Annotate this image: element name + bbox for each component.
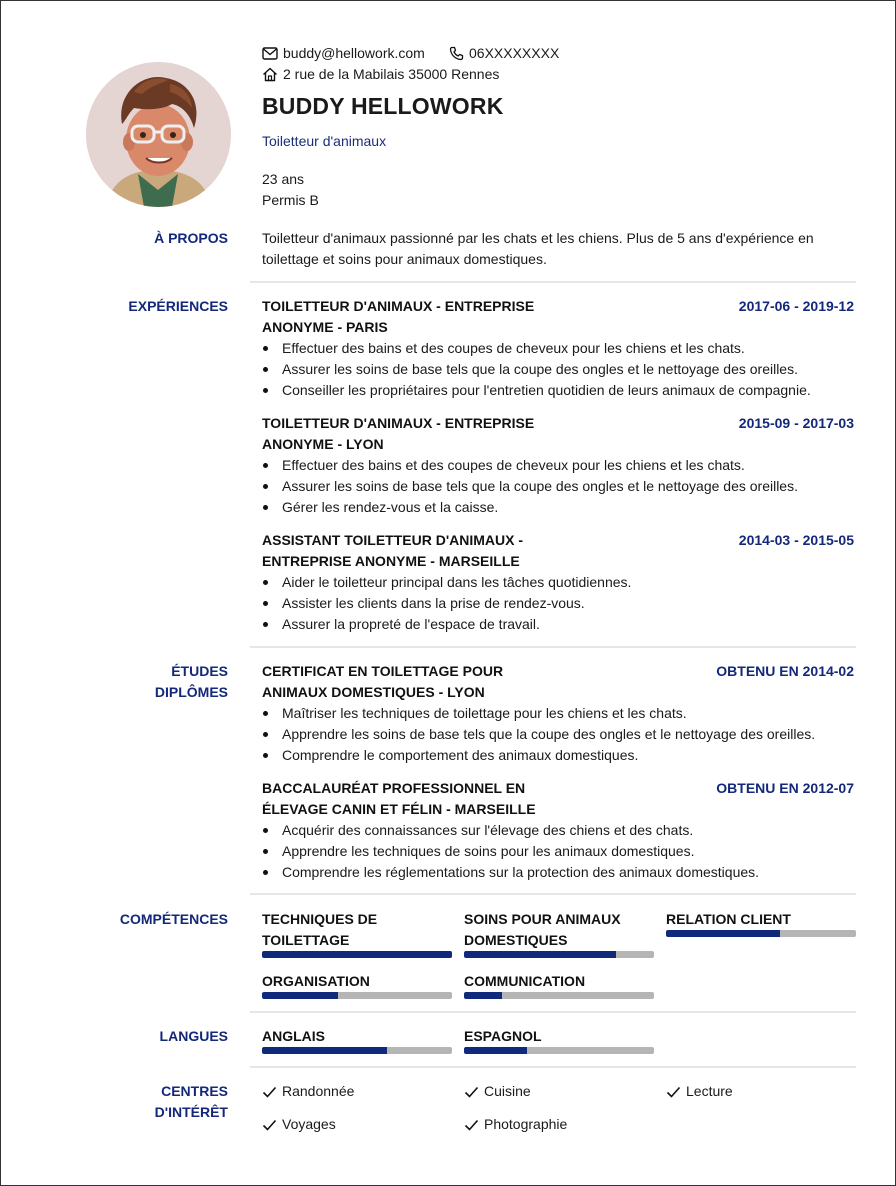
list-item: Apprendre les soins de base tels que la coupe des ongles et le nettoyage des oreilles. — [262, 724, 862, 745]
interest-item — [666, 1081, 733, 1102]
skill-name — [464, 909, 654, 951]
language-name: ESPAGNOL — [464, 1028, 542, 1044]
divider — [250, 646, 856, 648]
section-title-education — [28, 661, 228, 703]
driving-license: Permis B — [262, 192, 319, 208]
skill-name-line: TECHNIQUES DE — [262, 911, 378, 927]
experience-title — [262, 413, 562, 455]
about-line-1: Toiletteur d'animaux passionné par les chats et les chiens. Plus de 5 ans d'expérience en — [262, 230, 814, 246]
avatar-illustration — [86, 62, 231, 207]
list-item: Maîtriser les techniques de toilettage pour les chiens et les chats. — [262, 703, 862, 724]
list-item: Assurer les soins de base tels que la coupe des ongles et le nettoyage des oreilles. — [262, 476, 862, 497]
list-item: Comprendre le comportement des animaux domestiques. — [262, 745, 862, 766]
experience-title — [262, 296, 562, 338]
skill-name-line: ORGANISATION — [262, 973, 370, 989]
education-bullets — [262, 820, 862, 883]
list-item: Assurer les soins de base tels que la coupe des ongles et le nettoyage des oreilles. — [262, 359, 862, 380]
list-item: Apprendre les techniques de soins pour les animaux domestiques. — [262, 841, 862, 862]
section-title-line: D'INTÉRÊT — [154, 1104, 228, 1120]
skill-level-fill — [464, 992, 502, 999]
list-item: Conseiller les propriétaires pour l'entretien quotidien de leurs animaux de compagnie. — [262, 380, 862, 401]
about-line-2: toilettage et soins pour animaux domestiques. — [262, 251, 547, 267]
interest-item — [262, 1081, 354, 1102]
interest-label: Cuisine — [484, 1083, 531, 1099]
check-icon — [666, 1086, 681, 1098]
skill-item — [464, 909, 654, 958]
experience-title-line: ENTREPRISE ANONYME - MARSEILLE — [262, 553, 520, 569]
divider — [250, 1011, 856, 1013]
interest-item — [262, 1114, 336, 1135]
skill-level-bar — [464, 951, 654, 958]
education-title — [262, 661, 562, 703]
list-item: Aider le toiletteur principal dans les tâches quotidiennes. — [262, 572, 862, 593]
skill-item — [262, 971, 452, 999]
skill-level-fill — [464, 951, 616, 958]
interest-label: Voyages — [282, 1116, 336, 1132]
phone-icon — [449, 46, 464, 61]
skill-name-line: RELATION CLIENT — [666, 911, 791, 927]
address-text: 2 rue de la Mabilais 35000 Rennes — [283, 66, 500, 82]
skill-level-bar — [262, 992, 452, 999]
education-title — [262, 778, 562, 820]
phone-contact — [449, 43, 559, 63]
experience-title-line: TOILETTEUR D'ANIMAUX - ENTREPRISE — [262, 298, 535, 314]
age: 23 ans — [262, 171, 305, 187]
address-contact — [262, 64, 499, 84]
education-title-line: ÉLEVAGE CANIN ET FÉLIN - MARSEILLE — [262, 801, 536, 817]
divider — [250, 893, 856, 895]
section-title-line: ÉTUDES — [171, 663, 228, 679]
interest-label: Randonnée — [282, 1083, 355, 1099]
skill-name-line: COMMUNICATION — [464, 973, 586, 989]
language-level-bar — [262, 1047, 452, 1054]
check-icon — [464, 1119, 479, 1131]
skill-item — [464, 971, 654, 999]
home-icon — [262, 67, 278, 82]
skill-name — [464, 971, 654, 992]
list-item: Effectuer des bains et des coupes de cheveux pour les chiens et les chats. — [262, 455, 862, 476]
experience-date: 2014-03 - 2015-05 — [738, 532, 854, 548]
experience-bullets — [262, 455, 862, 518]
skill-name-line: SOINS POUR ANIMAUX — [464, 911, 621, 927]
education-date: OBTENU EN 2012-07 — [716, 780, 854, 796]
email-text[interactable]: buddy@hellowork.com — [283, 45, 425, 61]
experience-date: 2015-09 - 2017-03 — [738, 415, 854, 431]
avatar — [86, 62, 231, 207]
skill-item — [666, 909, 856, 937]
interest-item — [464, 1114, 567, 1135]
divider — [250, 281, 856, 283]
section-title-line: DIPLÔMES — [154, 684, 228, 700]
skill-name-line: TOILETTAGE — [262, 932, 350, 948]
experience-date: 2017-06 - 2019-12 — [738, 298, 854, 314]
experience-bullets — [262, 338, 862, 401]
skill-level-bar — [464, 992, 654, 999]
candidate-name: BUDDY HELLOWORK — [262, 93, 504, 119]
section-title-interests — [28, 1081, 228, 1123]
job-title: Toiletteur d'animaux — [262, 133, 387, 149]
phone-text[interactable]: 06XXXXXXXX — [469, 45, 560, 61]
experience-title-line: ANONYME - LYON — [262, 436, 384, 452]
divider — [250, 1066, 856, 1068]
email-contact — [262, 43, 425, 63]
skill-level-fill — [262, 992, 338, 999]
list-item: Effectuer des bains et des coupes de cheveux pour les chiens et les chats. — [262, 338, 862, 359]
experience-title-line: ANONYME - PARIS — [262, 319, 388, 335]
section-title-about: À PROPOS — [154, 230, 228, 246]
education-bullets — [262, 703, 862, 766]
experience-bullets — [262, 572, 862, 635]
skill-level-bar — [666, 930, 856, 937]
section-title-skills: COMPÉTENCES — [119, 911, 228, 927]
education-title-line: ANIMAUX DOMESTIQUES - LYON — [262, 684, 485, 700]
skill-item — [262, 909, 452, 958]
experience-title — [262, 530, 562, 572]
skill-name-line: DOMESTIQUES — [464, 932, 568, 948]
experience-title-line: TOILETTEUR D'ANIMAUX - ENTREPRISE — [262, 415, 535, 431]
section-title-line: CENTRES — [161, 1083, 228, 1099]
language-level-bar — [464, 1047, 654, 1054]
skill-level-fill — [666, 930, 780, 937]
list-item: Acquérir des connaissances sur l'élevage des chiens et des chats. — [262, 820, 862, 841]
skill-name — [262, 909, 452, 951]
skill-name — [666, 909, 856, 930]
list-item: Assurer la propreté de l'espace de travail. — [262, 614, 862, 635]
education-title-line: CERTIFICAT EN TOILETTAGE POUR — [262, 663, 504, 679]
language-level-fill — [464, 1047, 527, 1054]
check-icon — [464, 1086, 479, 1098]
skill-level-fill — [262, 951, 452, 958]
interest-label: Photographie — [484, 1116, 568, 1132]
section-title-languages: LANGUES — [159, 1028, 228, 1044]
language-item — [262, 1026, 452, 1054]
check-icon — [262, 1086, 277, 1098]
section-title-experiences: EXPÉRIENCES — [128, 298, 228, 314]
envelope-icon — [262, 47, 278, 60]
skill-level-bar — [262, 951, 452, 958]
language-item — [464, 1026, 654, 1054]
language-name: ANGLAIS — [262, 1028, 325, 1044]
education-date: OBTENU EN 2014-02 — [716, 663, 854, 679]
experience-title-line: ASSISTANT TOILETTEUR D'ANIMAUX - — [262, 532, 524, 548]
interest-label: Lecture — [686, 1083, 733, 1099]
education-title-line: BACCALAURÉAT PROFESSIONNEL EN — [262, 780, 526, 796]
interest-item — [464, 1081, 531, 1102]
list-item: Comprendre les réglementations sur la protection des animaux domestiques. — [262, 862, 862, 883]
list-item: Gérer les rendez-vous et la caisse. — [262, 497, 862, 518]
language-level-fill — [262, 1047, 387, 1054]
skill-name — [262, 971, 452, 992]
check-icon — [262, 1119, 277, 1131]
list-item: Assister les clients dans la prise de rendez-vous. — [262, 593, 862, 614]
about-text — [262, 228, 856, 270]
